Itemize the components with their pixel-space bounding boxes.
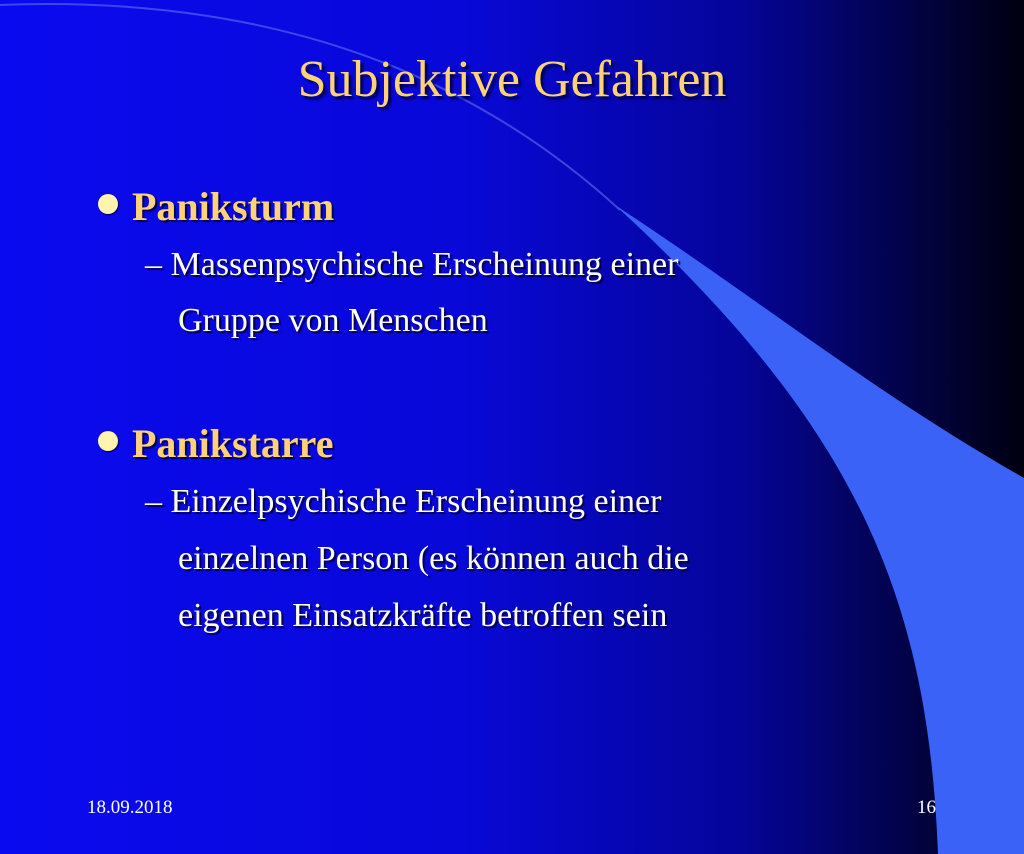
bullet-subline: eigenen Einsatzkräfte betroffen sein <box>178 597 668 634</box>
slide-title: Subjektive Gefahren <box>297 51 727 108</box>
round-dot-icon <box>98 194 118 214</box>
bullet-subline: Gruppe von Menschen <box>178 302 488 339</box>
round-dot-icon <box>98 431 118 451</box>
decorative-blue-sweep <box>615 205 1024 854</box>
footer-date: 18.09.2018 <box>87 797 173 818</box>
bullet-subline: – Einzelpsychische Erscheinung einer <box>145 483 662 520</box>
bullet-paniksturm <box>98 183 334 230</box>
bullet-subline: einzelnen Person (es können auch die <box>178 540 689 577</box>
bullet-panikstarre <box>98 420 333 467</box>
bullet-subline: – Massenpsychische Erscheinung einer <box>145 246 679 283</box>
bullet-heading: Panikstarre <box>132 421 334 466</box>
footer-page-number: 16 <box>917 797 936 818</box>
bullet-heading: Paniksturm <box>132 184 335 229</box>
